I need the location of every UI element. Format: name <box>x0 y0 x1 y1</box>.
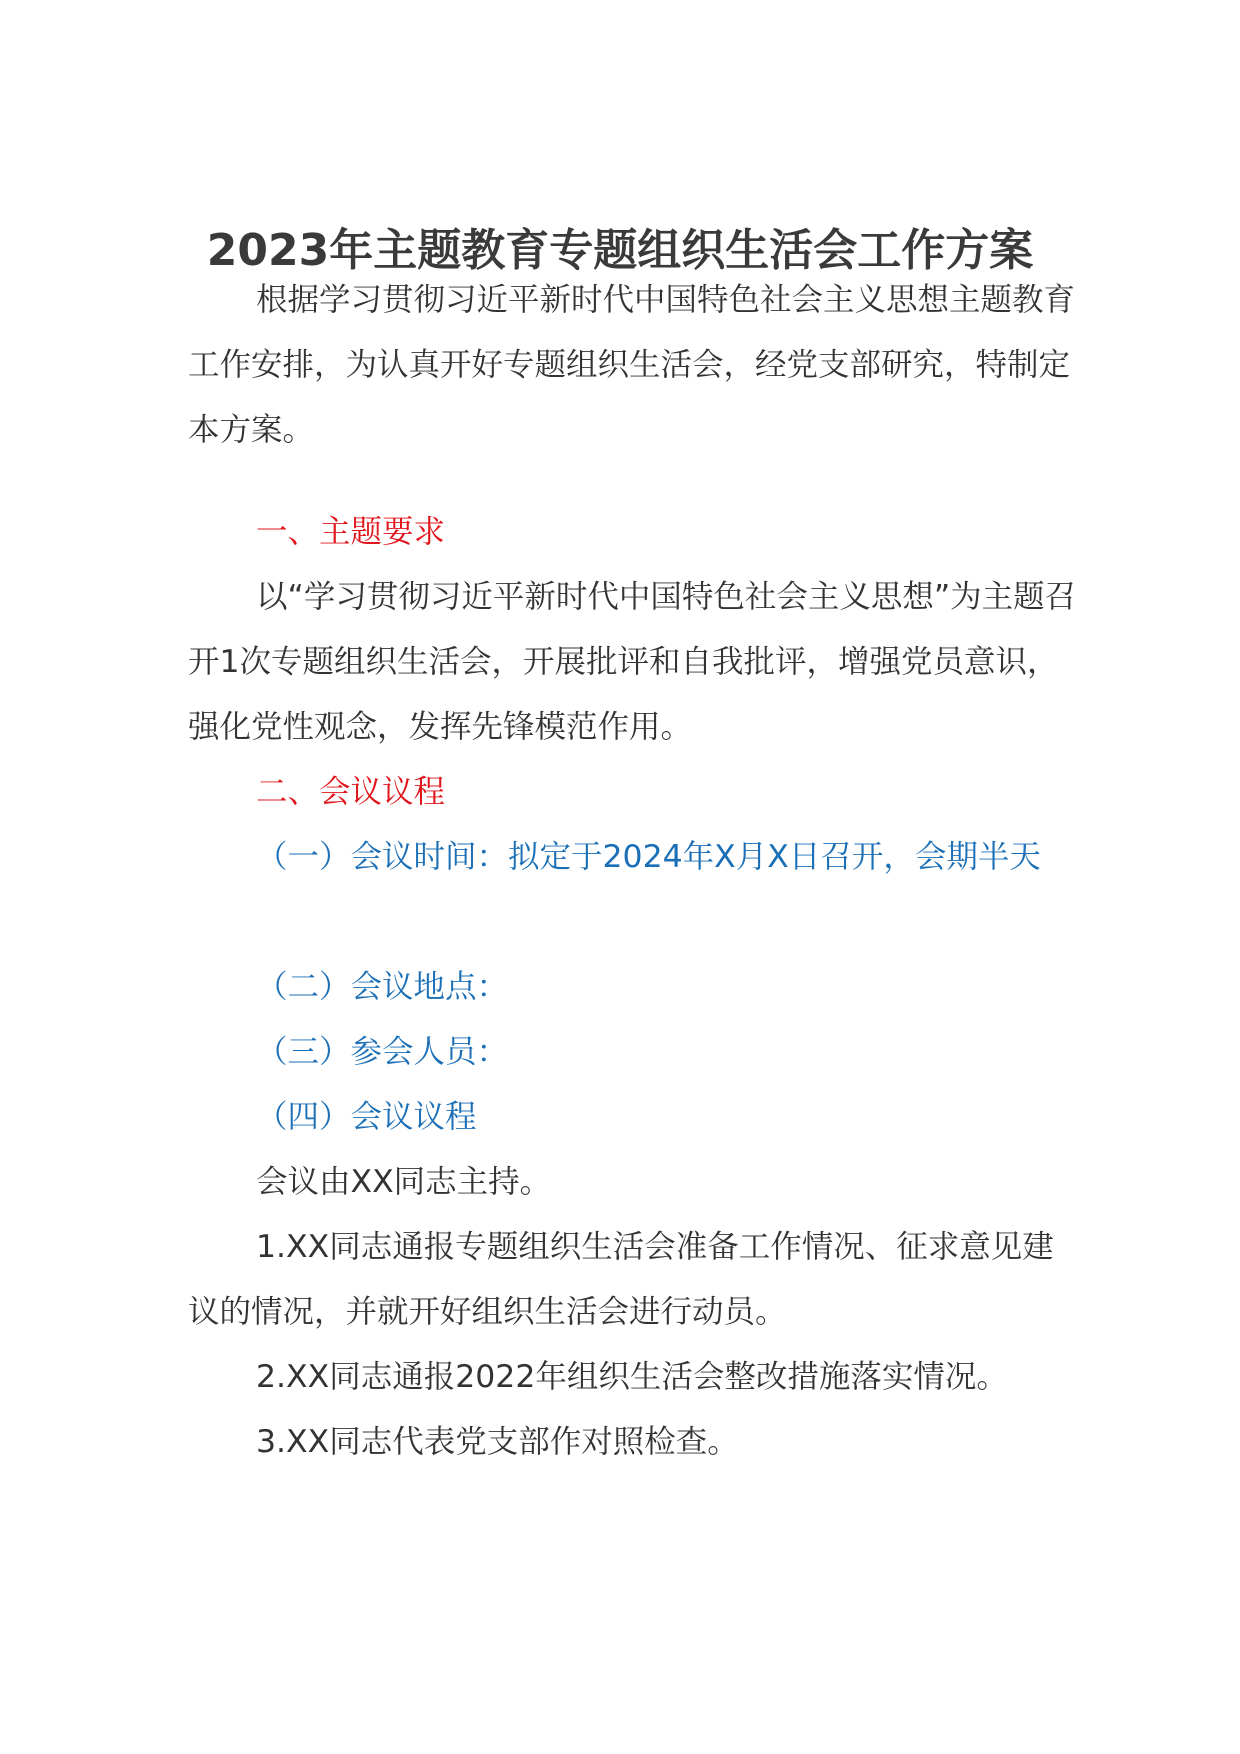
agenda-item-3: 3.XX同志代表党支部作对照检查。 <box>256 1424 739 1460</box>
subsection-attendees: （三）参会人员： <box>256 1034 509 1070</box>
intro-paragraph: 根据学习贯彻习近平新时代中国特色社会主义思想主题教育工作安排，为认真开好专题组织生活会，经党支部研究，特制定本方案。 <box>188 282 1076 448</box>
subsection-meeting-location: （二）会议地点： <box>256 969 509 1005</box>
subsection-meeting-time: （一）会议时间：拟定于2024年X月X日召开，会期半天 <box>256 839 1041 875</box>
agenda-item-1: 1.XX同志通报专题组织生活会准备工作情况、征求意见建议的情况，并就开好组织生活会进行动员。 <box>188 1229 1054 1330</box>
subsection-agenda: （四）会议议程 <box>256 1099 477 1135</box>
section-1-heading: 一、主题要求 <box>256 514 446 550</box>
section-1-paragraph: 以“学习贯彻习近平新时代中国特色社会主义思想”为主题召开1次专题组织生活会，开展批评和自我批评，增强党员意识，强化党性观念，发挥先锋模范作用。 <box>188 579 1077 745</box>
section-2-heading: 二、会议议程 <box>256 774 446 810</box>
document-title: 2023年主题教育专题组织生活会工作方案 <box>206 225 1034 277</box>
agenda-item-2: 2.XX同志通报2022年组织生活会整改措施落实情况。 <box>256 1359 1008 1395</box>
host-paragraph: 会议由XX同志主持。 <box>256 1164 552 1200</box>
